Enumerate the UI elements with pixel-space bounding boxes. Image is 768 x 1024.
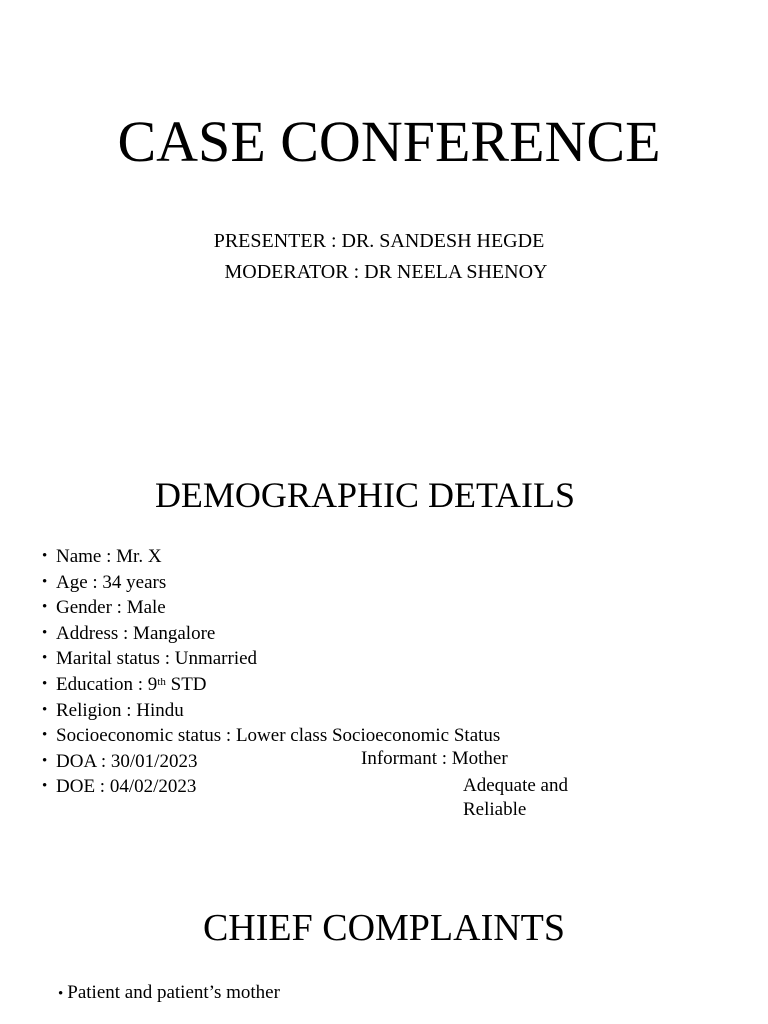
- bullet-icon: •: [42, 548, 48, 564]
- bullet-icon: •: [42, 573, 48, 590]
- bullet-icon: •: [42, 624, 48, 641]
- bullet-icon: •: [42, 727, 48, 744]
- list-item: • Socioeconomic status : Lower class Socioeconomic Status: [42, 723, 500, 749]
- chief-complaint-item: • Patient and patient’s mother: [58, 982, 280, 1003]
- informant-note: Adequate and Reliable: [463, 775, 568, 820]
- list-item: • Name : Mr. X: [42, 544, 500, 570]
- list-item: • Religion : Hindu: [42, 698, 500, 724]
- moderator-line: MODERATOR : DR NEELA SHENOY: [224, 261, 548, 283]
- page-title: CASE CONFERENCE: [117, 109, 661, 174]
- bullet-icon: •: [42, 599, 48, 616]
- informant-label: Informant : Mother: [361, 748, 508, 769]
- bullet-icon: •: [42, 778, 48, 795]
- list-item: • Gender : Male: [42, 595, 500, 621]
- bullet-icon: •: [42, 675, 48, 692]
- list-item: • Education : 9th STD: [42, 672, 500, 698]
- demographic-heading: DEMOGRAPHIC DETAILS: [154, 475, 576, 515]
- bullet-icon: •: [42, 701, 48, 718]
- list-item: • DOA : 30/01/2023: [42, 749, 500, 775]
- list-item: • DOE : 04/02/2023: [42, 774, 500, 800]
- bullet-icon: •: [58, 986, 64, 1002]
- chief-complaints-heading: CHIEF COMPLAINTS: [202, 907, 566, 949]
- bullet-icon: •: [42, 752, 48, 769]
- presenter-line: PRESENTER : DR. SANDESH HEGDE: [213, 230, 545, 252]
- list-item: • Age : 34 years: [42, 570, 500, 596]
- bullet-icon: •: [42, 650, 48, 667]
- list-item: • Address : Mangalore: [42, 621, 500, 647]
- list-item: • Marital status : Unmarried: [42, 646, 500, 672]
